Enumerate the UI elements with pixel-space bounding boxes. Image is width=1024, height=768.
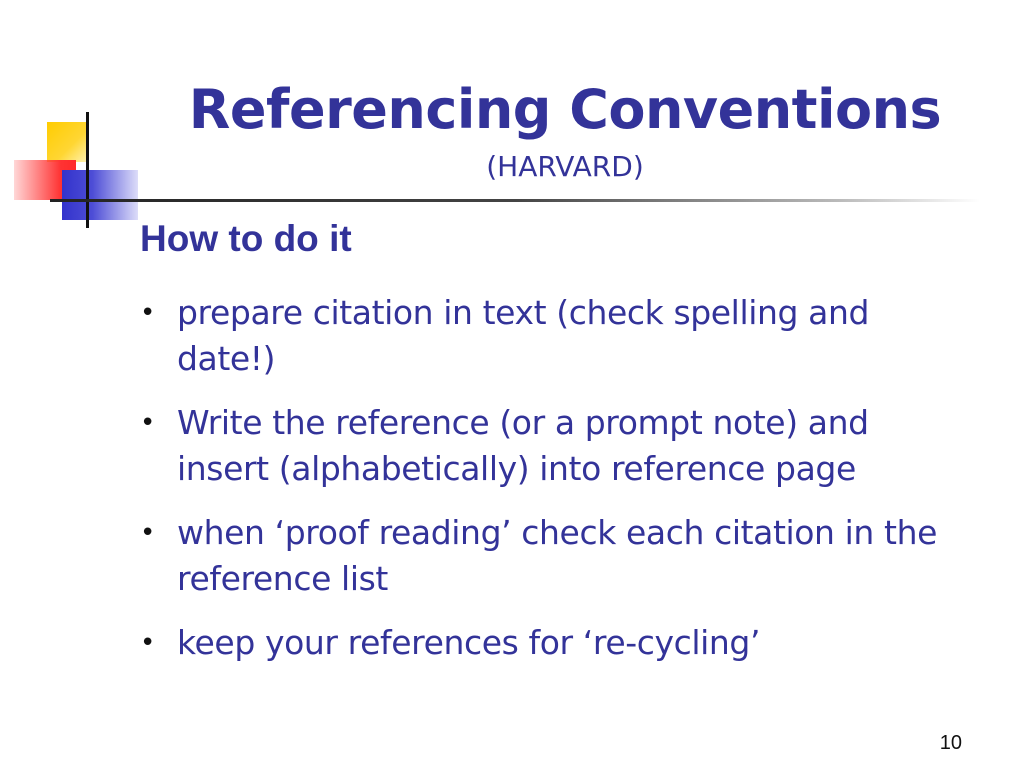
bullet-icon: • [140,628,156,658]
bullet-text: keep your references for ‘re-cycling’ [177,623,761,662]
bullet-icon: • [140,408,156,438]
yellow-square-shape [47,122,87,162]
bullet-icon: • [140,518,156,548]
vertical-line-shape [86,112,89,228]
bullet-text: prepare citation in text (check spelling and date!) [177,293,870,378]
slide-subtitle: (HARVARD) [486,150,644,183]
bullet-text: Write the reference (or a prompt note) and insert (alphabetically) into reference page [177,403,869,488]
blue-square-shape [62,170,138,220]
bullet-list [140,290,970,684]
slide-title: Referencing Conventions [188,78,942,141]
bullet-icon: • [140,298,156,328]
section-heading: How to do it [140,218,352,259]
bullet-text: when ‘proof reading’ check each citation in the reference list [177,513,937,598]
bullet-item [140,620,970,666]
bullet-item [140,510,970,602]
bullet-item [140,290,970,382]
page-number: 10 [939,732,962,754]
bullet-item [140,400,970,492]
title-divider-line [50,199,980,202]
decorative-logo-graphic [0,0,140,240]
